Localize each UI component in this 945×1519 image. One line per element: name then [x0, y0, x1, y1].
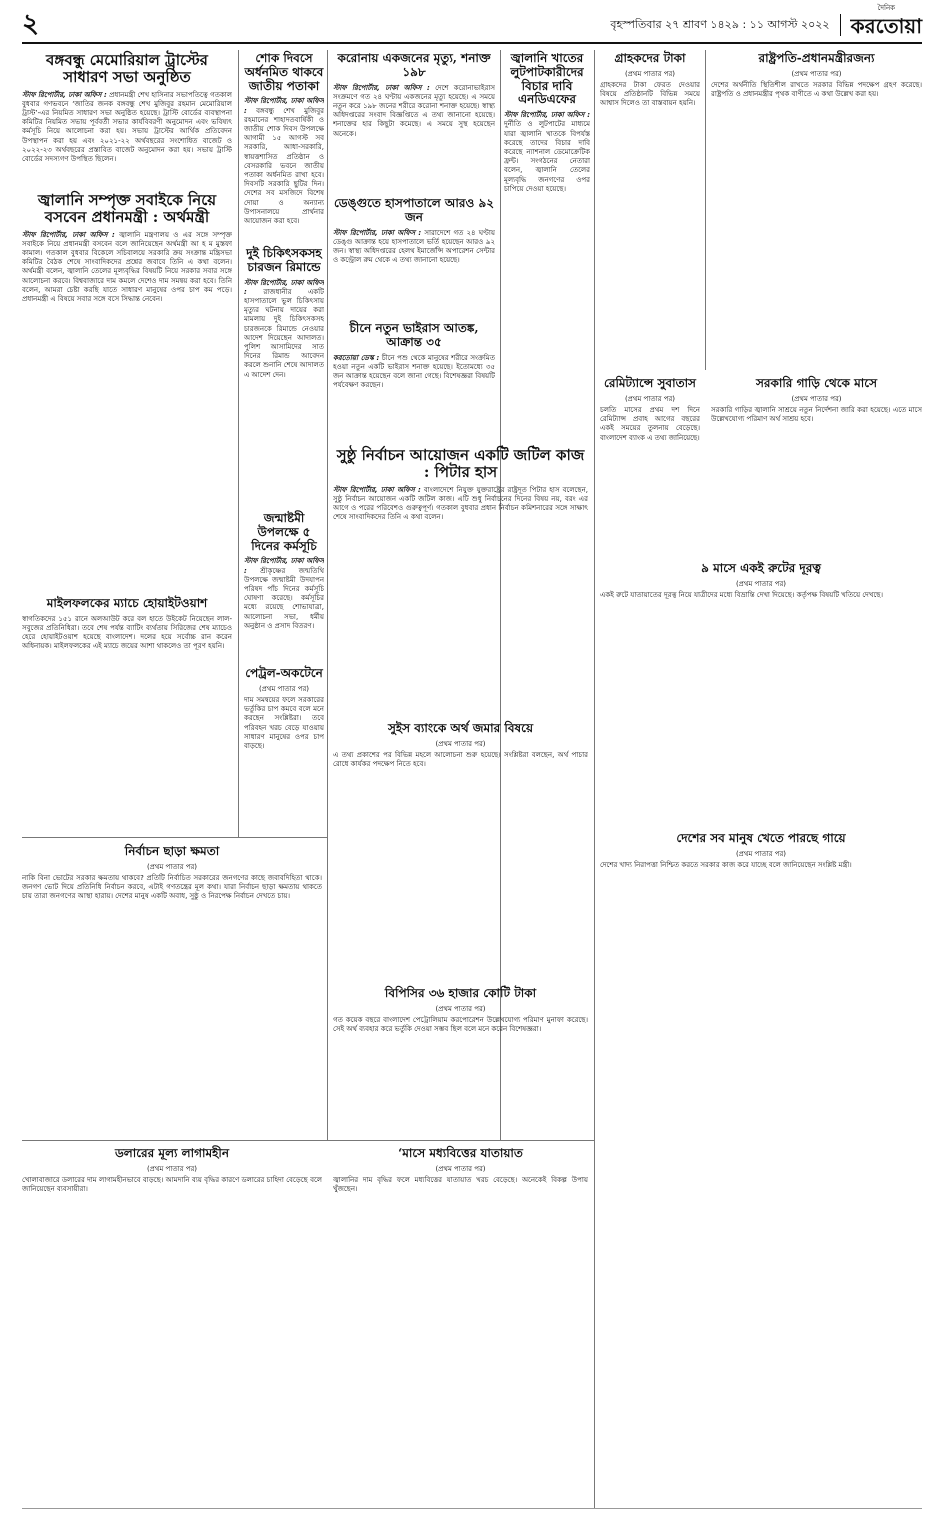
- article-route-distance: [600, 560, 922, 820]
- headline: শোক দিবসে অর্ধনমিত থাকবে জাতীয় পতাকা: [244, 51, 324, 93]
- article-body: জ্বালানির দাম বৃদ্ধির ফলে মধ্যবিত্তের যাতায়াত খরচ বেড়েছে। অনেকেই বিকল্প উপায় খুঁজছেন।: [333, 1176, 588, 1194]
- article-body: জ্বালানি মন্ত্রণালয় ও এর সঙ্গে সম্পৃক্ত সবাইকে নিয়ে প্রধানমন্ত্রী বসবেন বলে জানিয়েছেন অর্থমন্ত্রী আ হ ম মুস্তফা কামাল। গতকাল বুধবার বিকেলে সচিবালয়ে সরকারি ক্রয় সংক্রান্ত মন্ত্রিসভা কমিটির বৈঠক শেষে সাংবাদিকদের প্রশ্নের জবাবে তিনি এ কথা বলেন। অর্থমন্ত্রী বলেন, জ্বালানি তেলের মূল্যবৃদ্ধির বিষয়টি নিয়ে সরকার সবার সঙ্গে আলোচনা করবে। বিশ্ববাজারে দাম কমলে দেশেও দাম সমন্বয় করা হবে। তিনি বলেন, আমরা চেষ্টা করছি যাতে সাধারণ মানুষের ওপর চাপ কম পড়ে। প্রধানমন্ত্রী এ বিষয়ে সবার সঙ্গে বসে সিদ্ধান্ত নেবেন।: [22, 230, 232, 303]
- article-govt-car: [711, 375, 922, 550]
- article-china-virus: [333, 320, 495, 440]
- byline: করতোয়া ডেস্ক :: [333, 353, 380, 362]
- article-body: চলতি মাসের প্রথম দশ দিনে রেমিট্যান্স প্রবাহ আগের বছরের একই সময়ের তুলনায় বেড়েছে। বাংলাদেশ ব্যাংক এ তথ্য জানিয়েছে।: [600, 406, 700, 442]
- article-dengue: [333, 195, 495, 315]
- article-body: বঙ্গবন্ধু শেখ মুজিবুর রহমানের শাহাদতবার্ষিকী ও জাতীয় শোক দিবস উপলক্ষে আগামী ১৫ আগস্ট সব সরকারি, আধা-সরকারি, স্বায়ত্তশাসিত প্রতিষ্ঠান ও বেসরকারি ভবনে জাতীয় পতাকা অর্ধনমিত রাখা হবে। দিবসটি সরকারি ছুটির দিন। দেশের সব মসজিদে বিশেষ দোয়া ও অন্যান্য উপাসনালয়ে প্রার্থনার আয়োজন করা হবে।: [244, 106, 324, 226]
- article-body: দাম সমন্বয়ের ফলে সরকারের ভর্তুকির চাপ কমবে বলে মনে করছেন সংশ্লিষ্টরা। তবে পরিবহন খরচ বেড়ে যাওয়ায় সাধারণ মানুষের ওপর চাপ বাড়ছে।: [244, 696, 324, 751]
- article-body: দেশের অর্থনীতি স্থিতিশীল রাখতে সরকার বিভিন্ন পদক্ষেপ গ্রহণ করেছে। রাষ্ট্রপতি ও প্রধানমন্ত্রীর পৃথক বাণীতে এ কথা উল্লেখ করা হয়।: [711, 81, 922, 99]
- article-cricket: [22, 595, 232, 830]
- article-body: স্বাগতিকদের ১৫১ রানে অলআউট করে বল হাতে উইকেট নিয়েছেন লাল-সবুজের প্রতিনিধিরা। তবে শেষ পর্যন্ত ব্যাটিং ব্যর্থতায় সিরিজের শেষ ম্যাচেও হেরে হোয়াইটওয়াশ হয়েছে বাংলাদেশ। দলের হয়ে সর্বোচ্চ রান করেন অধিনায়ক। মাইলফলকের এই ম্যাচে জয়ের আশা থাকলেও তা পূরণ হয়নি।: [22, 614, 232, 651]
- byline: স্টাফ রিপোর্টার, ঢাকা অফিস :: [244, 557, 324, 575]
- headline: সুইস ব্যাংকে অর্থ জমার বিষয়ে: [387, 721, 534, 735]
- headline: বঙ্গবন্ধু মেমোরিয়াল ট্রাস্টের সাধারণ সভা অনুষ্ঠিত: [46, 51, 208, 87]
- article-president-pm: [711, 50, 922, 370]
- byline: স্টাফ রিপোর্টার, ঢাকা অফিস :: [22, 230, 115, 239]
- continuation: (প্রথম পাতার পর): [735, 579, 787, 588]
- column-rule: [594, 50, 595, 1509]
- article-body: সরকারি গাড়ির জ্বালানি সাশ্রয়ে নতুন নির্দেশনা জারি করা হয়েছে। এতে মাসে উল্লেখযোগ্য পরিমাণ অর্থ সাশ্রয় হবে।: [711, 406, 922, 424]
- continuation: (প্রথম পাতার পর): [258, 684, 310, 693]
- headline: জ্বালানি সম্পৃক্ত সবাইকে নিয়ে বসবেন প্রধানমন্ত্রী : অর্থমন্ত্রী: [37, 191, 217, 227]
- headline: দেশের সব মানুষ খেতে পারছে গায়ে: [676, 831, 846, 845]
- byline: স্টাফ রিপোর্টার, ঢাকা অফিস :: [333, 485, 421, 494]
- article-body: শ্রীকৃষ্ণের জন্মতিথি উপলক্ষে জন্মাষ্টমী উদযাপন পরিষদ পাঁচ দিনের কর্মসূচি ঘোষণা করেছে। কর্মসূচির মধ্যে রয়েছে শোভাযাত্রা, আলোচনা সভা, ধর্মীয় অনুষ্ঠান ও প্রসাদ বিতরণ।: [244, 566, 324, 630]
- article-election: [22, 843, 322, 1133]
- continuation: (প্রথম পাতার পর): [435, 739, 486, 748]
- article-trust-meeting: [22, 50, 232, 185]
- continuation: (প্রথম পাতার পর): [435, 1004, 486, 1013]
- row-rule: [22, 837, 327, 838]
- article-janmashtami: [244, 510, 324, 660]
- page-number: ২: [22, 9, 39, 39]
- byline: স্টাফ রিপোর্টার, ঢাকা অফিস :: [22, 90, 107, 99]
- headline: ৯ মাসে একই রুটের দূরত্ব: [701, 561, 821, 575]
- byline: স্টাফ রিপোর্টার, ঢাকা অফিস :: [504, 111, 590, 120]
- continuation: (প্রথম পাতার পর): [624, 394, 676, 403]
- bottom-rule: [22, 1508, 922, 1515]
- article-customer-money: [600, 50, 700, 365]
- brand-name: করতোয়া: [850, 14, 922, 38]
- article-dollar: [22, 1145, 322, 1500]
- headline: সরকারি গাড়ি থেকে মাসে: [755, 376, 878, 390]
- article-covid: [333, 50, 495, 190]
- headline: সুষ্ঠু নির্বাচন আয়োজন একটি জটিল কাজ : পিটার হাস: [336, 446, 585, 482]
- article-body: গত কয়েক বছরে বাংলাদেশ পেট্রোলিয়াম করপোরেশন উল্লেখযোগ্য পরিমাণ মুনাফা করেছে। সেই অর্থ ব্যবহার করে ভর্তুকি দেওয়া সম্ভব ছিল বলে মনে করেন বিশেষজ্ঞরা।: [333, 1016, 588, 1034]
- brand-small: দৈনিক: [877, 4, 896, 12]
- article-petrol: [244, 665, 324, 835]
- headline: মাইলফলকের ম্যাচে হোয়াইটওয়াশ: [46, 596, 208, 610]
- headline: করোনায় একজনের মৃত্যু, শনাক্ত ১৯৮: [337, 51, 491, 79]
- byline: স্টাফ রিপোর্টার, ঢাকা অফিস :: [244, 97, 324, 115]
- article-body: গ্রাহকদের টাকা ফেরত দেওয়ার বিষয়ে প্রতিষ্ঠানটি বিভিন্ন সময়ে আশ্বাস দিলেও তা বাস্তবায়ন হয়নি।: [600, 81, 700, 108]
- article-flag: [244, 50, 324, 240]
- brand-logo: [851, 5, 922, 45]
- headline: জন্মাষ্টমী উপলক্ষে ৫ দিনের কর্মসূচি: [251, 511, 317, 553]
- article-body: সারাদেশে গত ২৪ ঘণ্টায় ডেঙ্গু আক্রান্ত হয়ে হাসপাতালে ভর্তি হয়েছেন আরও ৯২ জন। স্বাস্থ্য অধিদপ্তরের হেলথ ইমার্জেন্সি অপারেশন সেন্টার ও কন্ট্রোল রুম থেকে এ তথ্য জানানো হয়েছে।: [333, 228, 495, 265]
- article-remand: [244, 245, 324, 505]
- article-ndf: [504, 50, 590, 440]
- headline: দুই চিকিৎসকসহ চারজন রিমান্ডে: [246, 246, 322, 274]
- headline: নির্বাচন ছাড়া ক্ষমতা: [124, 844, 220, 858]
- byline: স্টাফ রিপোর্টার, ঢাকা অফিস :: [244, 278, 324, 296]
- article-body: চীনে পশু থেকে মানুষের শরীরে সংক্রমিত হওয়া নতুন একটি ভাইরাস শনাক্ত হয়েছে। ইতোমধ্যে ৩৫ জন আক্রান্ত হয়েছেন বলে জানা গেছে। বিশেষজ্ঞরা বিষয়টি পর্যবেক্ষণ করছেন।: [333, 353, 495, 390]
- headline: ‘মাসে মধ্যবিত্তের যাতায়াত: [398, 1146, 523, 1160]
- article-middle-class: [333, 1145, 588, 1500]
- article-body: দুর্নীতি ও লুটপাটের মাধ্যমে যারা জ্বালানি খাতকে বিপর্যস্ত করেছে তাদের বিচার দাবি করেছে ন্যাশনাল ডেমোক্রেটিক ফ্রন্ট। সংগঠনের নেতারা বলেন, জ্বালানি তেলের মূল্যবৃদ্ধি জনগণের ওপর চাপিয়ে দেওয়া হয়েছে।: [504, 120, 590, 193]
- article-body: দেশে করোনাভাইরাস সংক্রমণে গত ২৪ ঘণ্টায় একজনের মৃত্যু হয়েছে। এ সময়ে নতুন করে ১৯৮ জনের শরীরে করোনা শনাক্ত হয়েছে। স্বাস্থ্য অধিদপ্তরের সংবাদ বিজ্ঞপ্তিতে এ তথ্য জানানো হয়েছে। শনাক্তের হার কিছুটা কমেছে। এ সময়ে সুস্থ হয়েছেন অনেকে।: [333, 83, 495, 138]
- continuation: (প্রথম পাতার পর): [435, 1164, 486, 1173]
- column-rule: [238, 50, 239, 837]
- headline: ডলারের মূল্য লাগামহীন: [114, 1146, 230, 1160]
- continuation: (প্রথম পাতার পর): [146, 1164, 198, 1173]
- headline: ডেঙ্গুতে হাসপাতালে আরও ৯২ জন: [333, 196, 495, 224]
- byline: স্টাফ রিপোর্টার, ঢাকা অফিস :: [333, 228, 422, 237]
- date-line: বৃহস্পতিবার ২৭ শ্রাবণ ১৪২৯ : ১১ আগস্ট ২০২২: [610, 17, 830, 31]
- continuation: (প্রথম পাতার পর): [791, 69, 842, 78]
- continuation: (প্রথম পাতার পর): [146, 862, 198, 871]
- article-body: বাংলাদেশে নিযুক্ত যুক্তরাষ্ট্রের রাষ্ট্রদূত পিটার হাস বলেছেন, সুষ্ঠু নির্বাচন আয়োজন একটি জটিল কাজ। এটি শুধু নির্বাচনের দিনের বিষয় নয়, বরং এর আগে ও পরের পরিবেশও গুরুত্বপূর্ণ। গতকাল বুধবার প্রধান নির্বাচন কমিশনারের সঙ্গে সাক্ষাৎ শেষে সাংবাদিকদের তিনি এ কথা বলেন।: [333, 485, 588, 522]
- continuation: (প্রথম পাতার পর): [735, 849, 787, 858]
- article-bpc: [333, 985, 588, 1135]
- headline: রাষ্ট্রপতি-প্রধানমন্ত্রীরজন্য: [758, 51, 875, 65]
- article-body: রাজধানীর একটি হাসপাতালে ভুল চিকিৎসায় মৃত্যুর ঘটনায় দায়ের করা মামলায় দুই চিকিৎসকসহ চারজনকে রিমান্ডে নেওয়ার আদেশ দিয়েছেন আদালত। পুলিশ আসামিদের সাত দিনের রিমান্ড আবেদন করলে শুনানি শেষে আদালত এ আদেশ দেন।: [244, 287, 324, 379]
- headline: রেমিট্যান্সে সুবাতাস: [603, 376, 696, 390]
- article-energy-minister: [22, 190, 232, 590]
- article-swiss-bank: [333, 720, 588, 980]
- masthead-right: [610, 5, 922, 45]
- article-body: খোলাবাজারে ডলারের দাম লাগামহীনভাবে বাড়ছে। আমদানি ব্যয় বৃদ্ধির কারণে ডলারের চাহিদা বেড়েছে বলে জানিয়েছেন ব্যবসায়ীরা।: [22, 1176, 322, 1194]
- headline: পেট্রল-অকটেনে: [245, 666, 323, 680]
- article-remittance: [600, 375, 700, 550]
- masthead-divider: [840, 14, 841, 36]
- headline: চীনে নতুন ভাইরাস আতঙ্ক, আক্রান্ত ৩৫: [349, 321, 479, 349]
- headline: গ্রাহকদের টাকা: [614, 51, 686, 65]
- continuation: (প্রথম পাতার পর): [624, 69, 676, 78]
- continuation: (প্রথম পাতার পর): [791, 394, 842, 403]
- byline: স্টাফ রিপোর্টার, ঢাকা অফিস :: [333, 83, 430, 92]
- article-body: দেশের খাদ্য নিরাপত্তা নিশ্চিত করতে সরকার কাজ করে যাচ্ছে বলে জানিয়েছেন সংশ্লিষ্ট মন্ত্রী।: [600, 861, 852, 869]
- article-body: একই রুটে যাতায়াতের দূরত্ব নিয়ে যাত্রীদের মধ্যে বিভ্রান্তি দেখা দিয়েছে। কর্তৃপক্ষ বিষয়টি খতিয়ে দেখছে।: [600, 591, 883, 599]
- article-food: [600, 830, 922, 1500]
- article-peter-haas: [333, 445, 588, 715]
- headline: জ্বালানি খাতের লুটপাটকারীদের বিচার দাবি এনডিএফের: [510, 51, 584, 107]
- column-rule: [705, 50, 706, 370]
- article-body: নাকি বিনা ভোটের সরকার ক্ষমতায় থাকবে? প্রতিটি নির্বাচিত সরকারের জনগণের কাছে জবাবদিহিতা থাকে। জনগণ ভোট দিয়ে প্রতিনিধি নির্বাচন করবে, এটাই গণতন্ত্রের মূল কথা। যারা নির্বাচন ছাড়া ক্ষমতায় থাকতে চায় তারা জনগণের আস্থা হারায়। দেশের মানুষ একটি অবাধ, সুষ্ঠু ও নিরপেক্ষ নির্বাচন দেখতে চায়।: [22, 874, 322, 901]
- row-rule: [22, 1140, 594, 1141]
- article-body: এ তথ্য প্রকাশের পর বিভিন্ন মহলে আলোচনা শুরু হয়েছে। সংশ্লিষ্টরা বলছেন, অর্থ পাচার রোধে কার্যকর পদক্ষেপ নিতে হবে।: [333, 751, 588, 769]
- column-rule: [327, 50, 328, 1140]
- headline: বিপিসির ৩৬ হাজার কোটি টাকা: [384, 986, 537, 1000]
- masthead: [22, 4, 922, 44]
- article-body: প্রধানমন্ত্রী শেখ হাসিনার সভাপতিত্বে গতকাল বুধবার গণভবনে ‘জাতির জনক বঙ্গবন্ধু শেখ মুজিবুর রহমান মেমোরিয়াল ট্রাস্ট’-এর নিয়মিত সাধারণ সভা অনুষ্ঠিত হয়েছে। ট্রাস্টি বোর্ডের ব্যবস্থাপনা কমিটির নিয়মিত সভায় পূর্ববর্তী সভার কার্যবিবরণী অনুমোদন এবং ভবিষ্যৎ কর্মসূচি নিয়ে আলোচনা করা হয়। সভায় ট্রাস্টের আর্থিক প্রতিবেদন উপস্থাপন করা হয় এবং ২০২১-২২ অর্থবছরের সংশোধিত বাজেট ও ২০২২-২৩ অর্থবছরের প্রস্তাবিত বাজেট অনুমোদন করা হয়। সভায় ট্রাস্টি বোর্ডের সদস্যগণ উপস্থিত ছিলেন।: [22, 90, 232, 163]
